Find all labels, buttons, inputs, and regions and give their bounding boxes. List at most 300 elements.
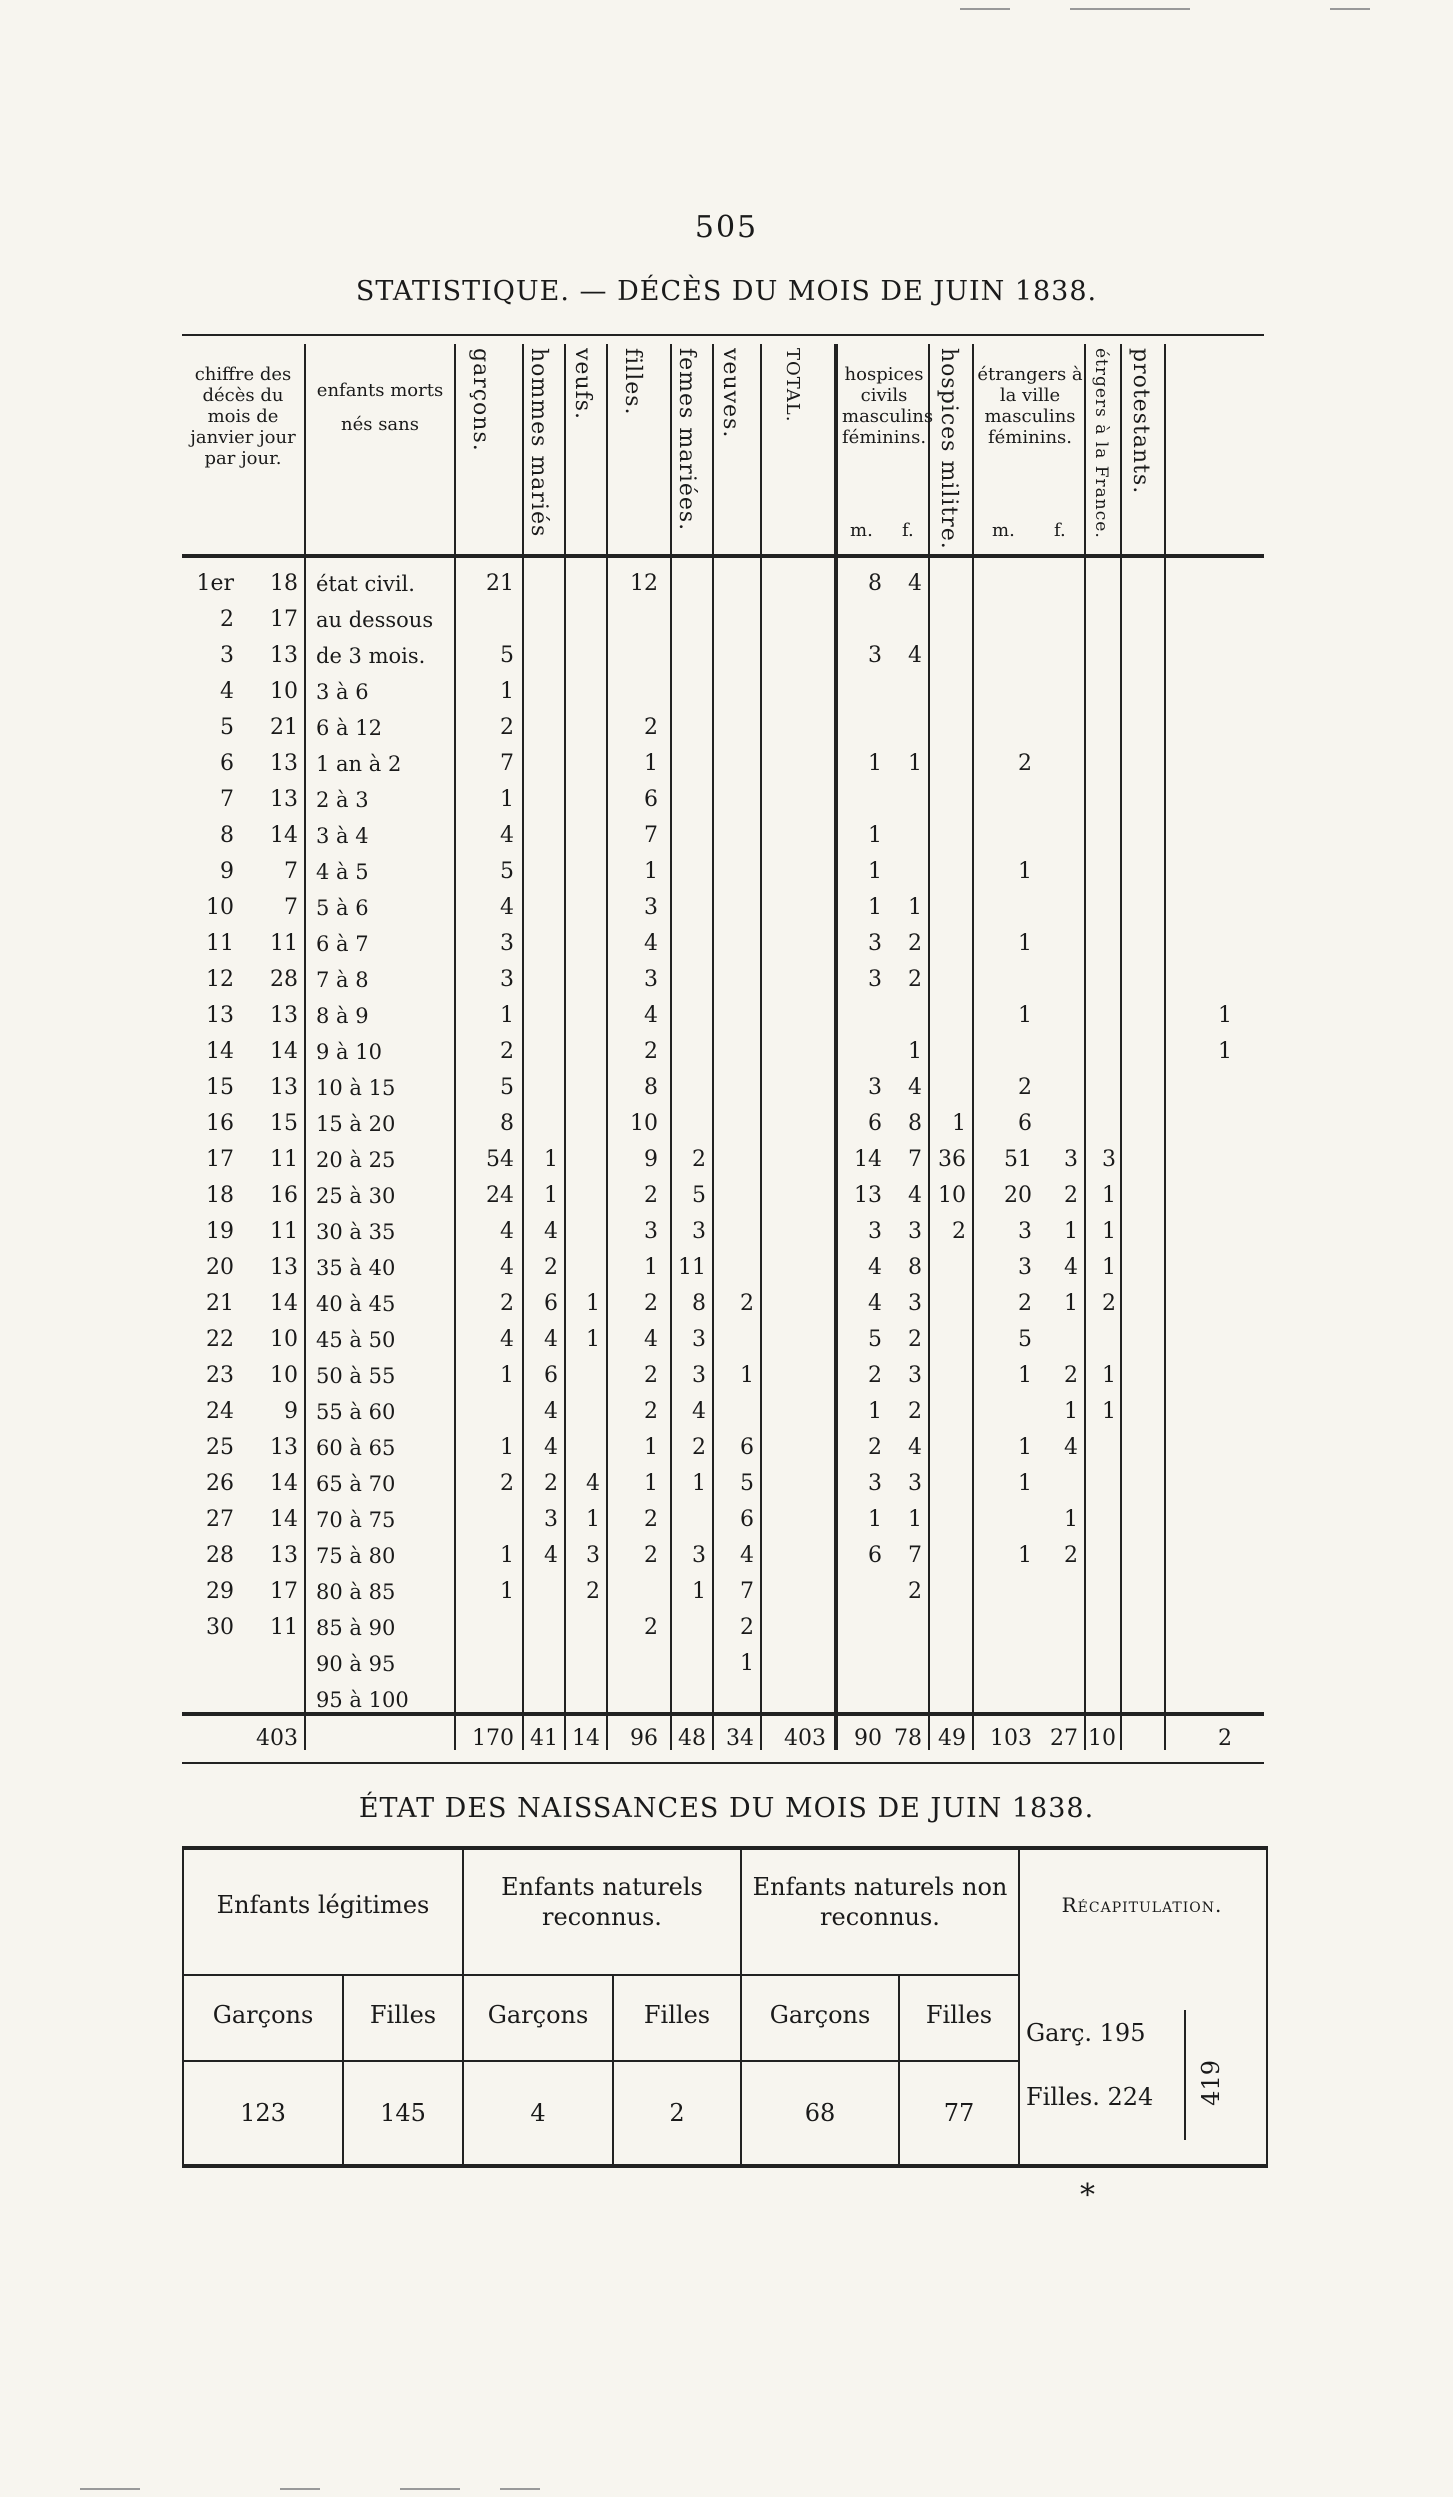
cell-femmes: 3 [692,1327,706,1352]
age-range: 10 à 15 [316,1076,396,1100]
cell-garcons: 3 [500,967,514,992]
daily-count: 11 [270,931,298,956]
header-etrangers-france: étrgers à la France. [1091,348,1111,539]
cell-hommes: 3 [544,1507,558,1532]
daily-count: 14 [270,1291,298,1316]
daily-count: 14 [270,1039,298,1064]
age-range: 40 à 45 [316,1292,396,1316]
page-number: 505 [694,210,759,245]
day-number: 20 [206,1255,234,1280]
age-range: 60 à 65 [316,1436,396,1460]
age-range: 85 à 90 [316,1616,396,1640]
daily-count: 18 [270,571,298,596]
cell-femmes: 1 [692,1471,706,1496]
cell-hc_f: 7 [908,1147,922,1172]
daily-count: 10 [270,1363,298,1388]
cell-hc_m: 14 [854,1147,882,1172]
cell-hc_f: 3 [908,1291,922,1316]
cell-hc_f: 3 [908,1219,922,1244]
total-hm: 49 [938,1726,966,1751]
cell-garcons: 3 [500,931,514,956]
cell-hc_f: 4 [908,571,922,596]
cell-garcons: 1 [500,787,514,812]
cell-hc_m: 13 [854,1183,882,1208]
age-range: 4 à 5 [316,860,369,884]
header-hospices-f: f. [902,520,914,541]
cell-hc_f: 2 [908,1399,922,1424]
cell-garcons: 5 [500,643,514,668]
age-range: 15 à 20 [316,1112,396,1136]
cell-et_m: 20 [1004,1183,1032,1208]
cell-et_f: 4 [1064,1255,1078,1280]
cell-filles: 4 [644,1327,658,1352]
day-number: 24 [206,1399,234,1424]
cell-filles: 3 [644,967,658,992]
day-number: 7 [220,787,234,812]
cell-et_m: 51 [1004,1147,1032,1172]
header-veufs: veufs. [570,348,595,421]
cell-garcons: 5 [500,1075,514,1100]
daily-count: 10 [270,1327,298,1352]
cell-veufs: 1 [586,1327,600,1352]
cell-femmes: 1 [692,1579,706,1604]
births-title: ÉTAT DES NAISSANCES DU MOIS DE JUIN 1838. [358,1793,1095,1824]
age-range: 70 à 75 [316,1508,396,1532]
cell-hc_m: 1 [868,751,882,776]
cell-filles: 9 [644,1147,658,1172]
day-number: 10 [206,895,234,920]
cell-hm: 2 [952,1219,966,1244]
cell-et_m: 3 [1018,1219,1032,1244]
cell-femmes: 3 [692,1363,706,1388]
daily-count: 11 [270,1147,298,1172]
cell-garcons: 1 [500,1579,514,1604]
cell-et_m: 2 [1018,1075,1032,1100]
day-number: 28 [206,1543,234,1568]
cell-veuves: 7 [740,1579,754,1604]
daily-count: 15 [270,1111,298,1136]
cell-et_f: 1 [1064,1399,1078,1424]
cell-hc_f: 4 [908,643,922,668]
sub-filles-non-reconnus: Filles [925,2001,993,2029]
age-range: 35 à 40 [316,1256,396,1280]
total-garcons: 170 [472,1726,514,1751]
age-range: état civil. [316,572,415,596]
total-prot: 2 [1218,1726,1232,1751]
cell-et_m: 5 [1018,1327,1032,1352]
cell-et_f: 3 [1064,1147,1078,1172]
cell-et_m: 1 [1018,1435,1032,1460]
age-range: de 3 mois. [316,644,426,668]
header-veuves: veuves. [718,348,743,439]
cell-femmes: 3 [692,1543,706,1568]
group-legitimes: Enfants légitimes [216,1891,430,1919]
total-hommes: 41 [530,1726,558,1751]
cell-hm: 10 [938,1183,966,1208]
header-etrangers-f: f. [1054,520,1066,541]
day-number: 21 [206,1291,234,1316]
cell-garcons: 8 [500,1111,514,1136]
cell-hc_m: 2 [868,1363,882,1388]
day-number: 1er [196,571,234,596]
cell-garcons: 1 [500,1435,514,1460]
cell-et_m: 2 [1018,1291,1032,1316]
cell-garcons: 2 [500,1039,514,1064]
day-number: 14 [206,1039,234,1064]
header-etrangers-m: m. [992,520,1015,541]
header-protestants: protestants. [1128,348,1153,495]
value-filles-non-reconnus: 77 [943,2099,975,2127]
day-number: 26 [206,1471,234,1496]
group-recapitulation: Récapitulation. [1061,1893,1223,1917]
cell-hommes: 4 [544,1399,558,1424]
cell-veuves: 5 [740,1471,754,1496]
cell-et_f: 2 [1064,1543,1078,1568]
cell-hm: 1 [952,1111,966,1136]
daily-count: 13 [270,1543,298,1568]
cell-hc_m: 1 [868,895,882,920]
cell-filles: 2 [644,1039,658,1064]
cell-garcons: 4 [500,823,514,848]
cell-hc_m: 3 [868,931,882,956]
day-number: 23 [206,1363,234,1388]
cell-veuves: 6 [740,1507,754,1532]
age-range: 3 à 4 [316,824,369,848]
age-range: 20 à 25 [316,1148,396,1172]
cell-veuves: 1 [740,1651,754,1676]
cell-filles: 7 [644,823,658,848]
cell-filles: 2 [644,1399,658,1424]
cell-hc_f: 1 [908,751,922,776]
cell-hommes: 4 [544,1327,558,1352]
header-garcons: garçons. [468,348,493,452]
cell-hc_m: 1 [868,823,882,848]
recap-total: 419 [1197,2060,1225,2106]
cell-etf: 1 [1102,1255,1116,1280]
cell-femmes: 5 [692,1183,706,1208]
cell-et_m: 6 [1018,1111,1032,1136]
cell-et_m: 1 [1018,1471,1032,1496]
age-range: 6 à 12 [316,716,382,740]
cell-femmes: 2 [692,1435,706,1460]
daily-count: 11 [270,1615,298,1640]
sub-garcons-non-reconnus: Garçons [769,2001,871,2029]
day-number: 9 [220,859,234,884]
age-range: 80 à 85 [316,1580,396,1604]
cell-filles: 2 [644,715,658,740]
age-range: 6 à 7 [316,932,369,956]
cell-et_m: 1 [1018,859,1032,884]
value-garcons-legitimes: 123 [240,2099,286,2127]
header-femmes-mariees: femes mariées. [674,348,699,532]
cell-hc_f: 4 [908,1183,922,1208]
cell-garcons: 4 [500,1327,514,1352]
cell-garcons: 2 [500,1471,514,1496]
daily-count: 9 [284,1399,298,1424]
sub-garcons-legitimes: Garçons [212,2001,314,2029]
cell-et_f: 1 [1064,1219,1078,1244]
cell-hommes: 2 [544,1471,558,1496]
age-range: 25 à 30 [316,1184,396,1208]
cell-hc_f: 1 [908,1507,922,1532]
cell-hm: 36 [938,1147,966,1172]
cell-garcons: 1 [500,1363,514,1388]
daily-count: 13 [270,1435,298,1460]
cell-hc_m: 3 [868,643,882,668]
age-range: 30 à 35 [316,1220,396,1244]
total-veufs: 14 [572,1726,600,1751]
age-range: 90 à 95 [316,1652,396,1676]
day-number: 25 [206,1435,234,1460]
value-garcons-non-reconnus: 68 [804,2099,836,2127]
age-range: 45 à 50 [316,1328,396,1352]
daily-count: 13 [270,1075,298,1100]
daily-count: 16 [270,1183,298,1208]
cell-garcons: 7 [500,751,514,776]
cell-hc_m: 3 [868,967,882,992]
cell-veuves: 4 [740,1543,754,1568]
age-range: au dessous [316,608,434,632]
group-naturels-reconnus: Enfants naturels reconnus. [501,1873,703,1931]
cell-etf: 3 [1102,1147,1116,1172]
cell-et_m: 1 [1018,1363,1032,1388]
day-number: 8 [220,823,234,848]
cell-hc_m: 1 [868,1507,882,1532]
recap-filles: Filles. 224 [1026,2083,1154,2111]
cell-femmes: 4 [692,1399,706,1424]
cell-filles: 8 [644,1075,658,1100]
age-range: 55 à 60 [316,1400,396,1424]
cell-hc_f: 2 [908,967,922,992]
header-etrangers-ville: étrangers à la ville masculins féminins. [977,364,1083,448]
cell-hc_f: 4 [908,1435,922,1460]
day-number: 16 [206,1111,234,1136]
daily-count: 13 [270,643,298,668]
cell-et_m: 3 [1018,1255,1032,1280]
day-number: 22 [206,1327,234,1352]
daily-count: 7 [284,859,298,884]
recap-garcons: Garç. 195 [1026,2019,1146,2047]
cell-hc_m: 1 [868,859,882,884]
cell-et_f: 4 [1064,1435,1078,1460]
age-range: 8 à 9 [316,1004,369,1028]
total-et_m: 103 [990,1726,1032,1751]
daily-count: 14 [270,1471,298,1496]
day-number: 17 [206,1147,234,1172]
header-day: chiffre des décès du mois de janvier jour par jour. [190,364,296,469]
cell-hommes: 6 [544,1291,558,1316]
day-number: 6 [220,751,234,776]
cell-et_m: 2 [1018,751,1032,776]
cell-femmes: 11 [678,1255,706,1280]
age-range: 1 an à 2 [316,752,402,776]
total-etf: 10 [1088,1726,1116,1751]
cell-hc_f: 3 [908,1471,922,1496]
cell-hc_f: 1 [908,895,922,920]
cell-hc_f: 2 [908,1327,922,1352]
sub-filles-reconnus: Filles [643,2001,711,2029]
cell-filles: 6 [644,787,658,812]
cell-etf: 1 [1102,1219,1116,1244]
daily-count: 14 [270,823,298,848]
day-number: 11 [206,931,234,956]
cell-et_m: 1 [1018,1003,1032,1028]
cell-garcons: 1 [500,679,514,704]
cell-hommes: 1 [544,1147,558,1172]
cell-hc_f: 3 [908,1363,922,1388]
total-total: 403 [784,1726,826,1751]
cell-hommes: 4 [544,1543,558,1568]
cell-hc_m: 3 [868,1075,882,1100]
births-table [182,1846,1268,2168]
total-veuves: 34 [726,1726,754,1751]
cell-hommes: 6 [544,1363,558,1388]
cell-et_f: 2 [1064,1183,1078,1208]
cell-garcons: 4 [500,1255,514,1280]
daily-count: 7 [284,895,298,920]
age-range: 50 à 55 [316,1364,396,1388]
total-jours: 403 [256,1726,298,1751]
cell-prot: 1 [1218,1003,1232,1028]
daily-count: 17 [270,1579,298,1604]
cell-veuves: 2 [740,1291,754,1316]
footer-star: * [1080,2178,1095,2213]
cell-veufs: 2 [586,1579,600,1604]
header-hommes-maries: hommes mariés [526,348,551,538]
cell-hc_m: 6 [868,1111,882,1136]
cell-et_f: 1 [1064,1291,1078,1316]
cell-etf: 1 [1102,1363,1116,1388]
cell-filles: 2 [644,1543,658,1568]
day-number: 2 [220,607,234,632]
cell-hc_f: 4 [908,1075,922,1100]
value-filles-legitimes: 145 [380,2099,426,2127]
sub-filles-legitimes: Filles [369,2001,437,2029]
group-naturels-non-reconnus: Enfants naturels non reconnus. [752,1873,1008,1931]
cell-veufs: 1 [586,1507,600,1532]
cell-hommes: 2 [544,1255,558,1280]
page-title: STATISTIQUE. — DÉCÈS DU MOIS DE JUIN 1838. [355,276,1098,307]
cell-filles: 2 [644,1363,658,1388]
total-et_f: 27 [1050,1726,1078,1751]
cell-hc_m: 2 [868,1435,882,1460]
cell-filles: 3 [644,895,658,920]
age-range: 7 à 8 [316,968,369,992]
cell-hc_f: 7 [908,1543,922,1568]
cell-hc_m: 3 [868,1219,882,1244]
age-range: 95 à 100 [316,1688,409,1712]
age-range: 5 à 6 [316,896,369,920]
header-age: enfants morts nés sans [316,380,444,435]
cell-filles: 10 [630,1111,658,1136]
cell-filles: 4 [644,931,658,956]
cell-hc_m: 3 [868,1471,882,1496]
cell-veufs: 3 [586,1543,600,1568]
cell-hc_m: 6 [868,1543,882,1568]
day-number: 15 [206,1075,234,1100]
daily-count: 28 [270,967,298,992]
total-hc_f: 78 [894,1726,922,1751]
cell-garcons: 1 [500,1543,514,1568]
day-number: 29 [206,1579,234,1604]
cell-hc_f: 1 [908,1039,922,1064]
total-hc_m: 90 [854,1726,882,1751]
day-number: 13 [206,1003,234,1028]
cell-hc_m: 1 [868,1399,882,1424]
header-hospices-militaires: hospices militre. [936,348,961,550]
cell-veuves: 1 [740,1363,754,1388]
cell-garcons: 4 [500,1219,514,1244]
cell-filles: 2 [644,1183,658,1208]
day-number: 4 [220,679,234,704]
cell-etf: 2 [1102,1291,1116,1316]
cell-filles: 4 [644,1003,658,1028]
day-number: 30 [206,1615,234,1640]
value-filles-reconnus: 2 [669,2099,685,2127]
cell-femmes: 8 [692,1291,706,1316]
value-garcons-reconnus: 4 [530,2099,546,2127]
cell-hc_f: 8 [908,1255,922,1280]
daily-count: 14 [270,1507,298,1532]
cell-filles: 12 [630,571,658,596]
cell-garcons: 4 [500,895,514,920]
daily-count: 10 [270,679,298,704]
header-hospices-m: m. [850,520,873,541]
day-number: 27 [206,1507,234,1532]
cell-veufs: 4 [586,1471,600,1496]
cell-garcons: 2 [500,715,514,740]
daily-count: 13 [270,1003,298,1028]
cell-et_m: 1 [1018,1543,1032,1568]
deaths-table [182,334,1264,1762]
age-range: 9 à 10 [316,1040,382,1064]
cell-hommes: 4 [544,1435,558,1460]
cell-garcons: 5 [500,859,514,884]
day-number: 19 [206,1219,234,1244]
daily-count: 17 [270,607,298,632]
cell-garcons: 24 [486,1183,514,1208]
cell-hommes: 1 [544,1183,558,1208]
daily-count: 13 [270,787,298,812]
header-filles: filles. [620,348,645,416]
cell-hc_m: 8 [868,571,882,596]
cell-filles: 2 [644,1291,658,1316]
cell-filles: 3 [644,1219,658,1244]
cell-filles: 2 [644,1615,658,1640]
cell-et_m: 1 [1018,931,1032,956]
total-femmes: 48 [678,1726,706,1751]
age-range: 3 à 6 [316,680,369,704]
cell-garcons: 54 [486,1147,514,1172]
cell-garcons: 21 [486,571,514,596]
cell-et_f: 2 [1064,1363,1078,1388]
cell-etf: 1 [1102,1399,1116,1424]
age-range: 75 à 80 [316,1544,396,1568]
cell-femmes: 2 [692,1147,706,1172]
cell-veuves: 6 [740,1435,754,1460]
cell-garcons: 2 [500,1291,514,1316]
cell-filles: 1 [644,1471,658,1496]
cell-filles: 1 [644,1255,658,1280]
age-range: 2 à 3 [316,788,369,812]
cell-hc_m: 4 [868,1255,882,1280]
cell-filles: 1 [644,1435,658,1460]
cell-hc_f: 2 [908,931,922,956]
day-number: 3 [220,643,234,668]
age-range: 65 à 70 [316,1472,396,1496]
daily-count: 13 [270,1255,298,1280]
cell-filles: 1 [644,751,658,776]
